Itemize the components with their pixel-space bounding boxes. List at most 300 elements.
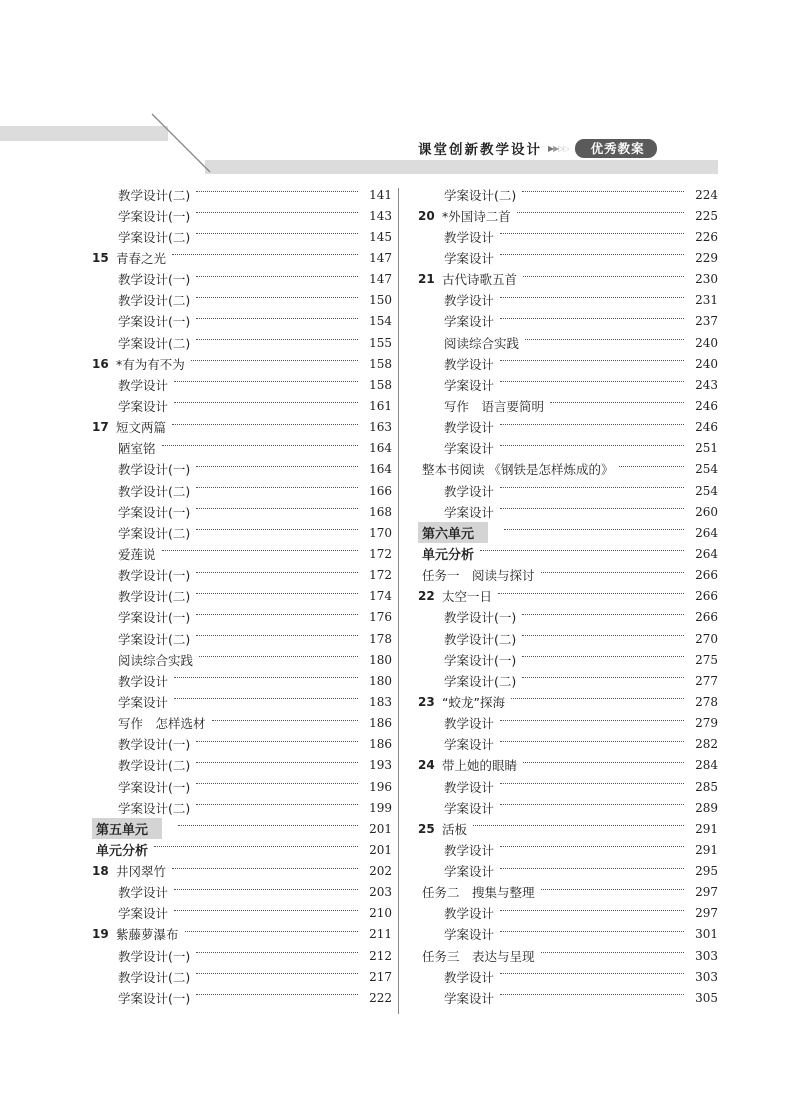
toc-entry-title: 学案设计(一) <box>118 504 191 520</box>
toc-entry-page: 295 <box>695 864 718 879</box>
toc-entry[interactable] <box>418 480 718 501</box>
toc-entry[interactable] <box>92 311 392 332</box>
dot-leader <box>500 741 684 742</box>
toc-entry-title: 第六单元 <box>418 522 488 543</box>
toc-entry-page: 147 <box>369 272 392 287</box>
toc-entry[interactable] <box>92 797 392 818</box>
toc-entry-title: 教学设计 <box>444 906 495 922</box>
toc-entry[interactable] <box>418 459 718 480</box>
toc-entry[interactable] <box>418 565 718 586</box>
toc-entry-title: 学案设计(一) <box>118 610 191 626</box>
toc-entry-title: *有为有不为 <box>116 356 185 372</box>
dot-leader <box>172 254 358 255</box>
dot-leader <box>196 212 358 213</box>
toc-entry[interactable] <box>92 861 392 882</box>
toc-entry[interactable] <box>92 374 392 395</box>
toc-entry-page: 154 <box>369 314 392 329</box>
toc-entry-title: 教学设计(一) <box>444 610 517 626</box>
toc-entry-page: 176 <box>369 610 392 625</box>
toc-entry-page: 270 <box>695 631 718 646</box>
dot-leader <box>174 698 358 699</box>
dot-leader <box>500 233 684 234</box>
toc-entry-title: 学案设计 <box>444 864 495 880</box>
dot-leader <box>196 572 358 573</box>
toc-entry-title: 教学设计(二) <box>118 589 191 605</box>
toc-entry-page: 284 <box>695 758 718 773</box>
toc-entry[interactable] <box>92 353 392 374</box>
toc-entry[interactable] <box>92 945 392 966</box>
dot-leader <box>500 868 684 869</box>
lesson-number: 24 <box>418 758 435 773</box>
toc-entry-page: 180 <box>369 673 392 688</box>
dot-leader <box>522 677 684 678</box>
toc-entry-title: 教学设计(一) <box>118 272 191 288</box>
header-band-lower <box>205 160 718 174</box>
toc-entry-title: 阅读综合实践 <box>444 335 520 351</box>
toc-entry-page: 202 <box>369 864 392 879</box>
dot-leader <box>185 931 358 932</box>
toc-entry[interactable] <box>418 522 718 543</box>
toc-entry-title: 学案设计(一) <box>118 314 191 330</box>
toc-entry[interactable] <box>92 713 392 734</box>
toc-entry[interactable] <box>92 332 392 353</box>
toc-entry-page: 260 <box>695 504 718 519</box>
toc-entry-title: 带上她的眼睛 <box>442 758 518 774</box>
toc-entry[interactable] <box>92 205 392 226</box>
toc-entry-title: 写作 语言要简明 <box>444 398 545 414</box>
dot-leader <box>500 804 684 805</box>
toc-entry-page: 211 <box>369 927 392 942</box>
toc-entry-page: 193 <box>369 758 392 773</box>
toc-entry-page: 266 <box>695 568 718 583</box>
toc-entry-title: 学案设计 <box>444 737 495 753</box>
dot-leader <box>522 635 684 636</box>
toc-entry-title: 学案设计(二) <box>118 229 191 245</box>
dot-leader <box>473 825 684 826</box>
toc-entry-page: 278 <box>695 694 718 709</box>
dot-leader <box>196 593 358 594</box>
toc-entry-page: 266 <box>695 610 718 625</box>
toc-entry-title: 教学设计 <box>118 377 169 393</box>
toc-entry-page: 174 <box>369 589 392 604</box>
toc-entry-page: 230 <box>695 272 718 287</box>
lesson-number: 15 <box>92 250 109 265</box>
toc-entry-page: 289 <box>695 800 718 815</box>
toc-entry[interactable] <box>92 987 392 1008</box>
toc-entry[interactable] <box>92 839 392 860</box>
toc-entry-page: 172 <box>369 568 392 583</box>
dot-leader <box>500 424 684 425</box>
dot-leader <box>500 445 684 446</box>
toc-entry-page: 264 <box>695 546 718 561</box>
toc-entry[interactable] <box>92 184 392 205</box>
toc-entry-page: 297 <box>695 906 718 921</box>
dot-leader <box>154 846 358 847</box>
toc-entry-title: 学案设计(二) <box>118 525 191 541</box>
dot-leader <box>523 276 684 277</box>
dot-leader <box>174 910 358 911</box>
toc-entry[interactable] <box>92 966 392 987</box>
dot-leader <box>196 529 358 530</box>
dot-leader <box>199 656 358 657</box>
toc-entry[interactable] <box>418 374 718 395</box>
toc-entry-page: 210 <box>369 906 392 921</box>
toc-entry[interactable] <box>418 882 718 903</box>
toc-entry[interactable] <box>418 311 718 332</box>
toc-entry-title: 任务一 阅读与探讨 <box>422 568 535 584</box>
toc-entry-title: 活板 <box>442 821 468 837</box>
toc-entry-title: 学案设计(一) <box>444 652 517 668</box>
toc-entry[interactable] <box>92 924 392 945</box>
toc-entry-title: 井冈翠竹 <box>116 864 167 880</box>
toc-entry-page: 303 <box>695 948 718 963</box>
toc-entry[interactable] <box>92 501 392 522</box>
toc-entry-page: 164 <box>369 441 392 456</box>
lesson-number: 25 <box>418 821 435 836</box>
toc-entry-title: 学案设计 <box>118 694 169 710</box>
dot-leader <box>500 318 684 319</box>
toc-entry[interactable] <box>418 184 718 205</box>
dot-leader <box>522 191 684 192</box>
toc-entry[interactable] <box>92 734 392 755</box>
lesson-number: 18 <box>92 864 109 879</box>
dot-leader <box>196 508 358 509</box>
toc-entry[interactable] <box>418 332 718 353</box>
toc-entry[interactable] <box>418 205 718 226</box>
toc-entry[interactable] <box>418 226 718 247</box>
toc-entry-page: 180 <box>369 652 392 667</box>
toc-entry[interactable] <box>92 649 392 670</box>
toc-entry[interactable] <box>418 903 718 924</box>
toc-entry-page: 158 <box>369 377 392 392</box>
toc-entry[interactable] <box>92 755 392 776</box>
dot-leader <box>522 656 684 657</box>
toc-entry-title: 教学设计(二) <box>118 758 191 774</box>
toc-entry[interactable] <box>418 290 718 311</box>
toc-entry-page: 201 <box>369 842 392 857</box>
toc-entry-title: 教学设计(二) <box>444 631 517 647</box>
toc-entry-title: 陋室铭 <box>118 441 156 457</box>
toc-entry-title: 太空一日 <box>442 589 493 605</box>
toc-entry[interactable] <box>418 818 718 839</box>
dot-leader <box>517 212 684 213</box>
toc-entry-page: 229 <box>695 250 718 265</box>
dot-leader <box>196 804 358 805</box>
dot-leader <box>500 973 684 974</box>
toc-entry[interactable] <box>92 543 392 564</box>
toc-entry-title: 单元分析 <box>96 844 149 860</box>
lesson-number: 20 <box>418 208 435 223</box>
lesson-number: 21 <box>418 272 435 287</box>
toc-entry[interactable] <box>418 501 718 522</box>
toc-entry-page: 303 <box>695 969 718 984</box>
dot-leader <box>480 550 684 551</box>
toc-entry[interactable] <box>92 691 392 712</box>
toc-entry-title: 学案设计 <box>444 250 495 266</box>
toc-entry[interactable] <box>418 966 718 987</box>
toc-entry-page: 222 <box>369 990 392 1005</box>
toc-entry-page: 264 <box>695 525 718 540</box>
dot-leader <box>196 466 358 467</box>
toc-entry-title: 教学设计(二) <box>118 293 191 309</box>
toc-entry-title: 教学设计 <box>118 885 169 901</box>
toc-entry-page: 166 <box>369 483 392 498</box>
dot-leader <box>196 191 358 192</box>
dot-leader <box>500 487 684 488</box>
toc-entry-title: 学案设计 <box>444 441 495 457</box>
toc-entry-title: 教学设计 <box>444 483 495 499</box>
toc-entry[interactable] <box>92 607 392 628</box>
dot-leader <box>196 973 358 974</box>
toc-entry[interactable] <box>418 839 718 860</box>
toc-entry-title: 学案设计 <box>444 800 495 816</box>
toc-entry[interactable] <box>418 353 718 374</box>
toc-entry-page: 147 <box>369 250 392 265</box>
dot-leader <box>212 720 358 721</box>
toc-entry-page: 186 <box>369 716 392 731</box>
toc-entry[interactable] <box>92 417 392 438</box>
toc-left-column <box>92 184 392 1008</box>
toc-entry[interactable] <box>418 924 718 945</box>
toc-entry-title: “蛟龙”探海 <box>442 694 505 710</box>
dot-leader <box>525 339 684 340</box>
dot-leader <box>196 741 358 742</box>
dot-leader <box>174 677 358 678</box>
toc-entry[interactable] <box>92 395 392 416</box>
toc-entry-page: 172 <box>369 546 392 561</box>
toc-entry[interactable] <box>418 861 718 882</box>
toc-entry-title: 学案设计 <box>444 927 495 943</box>
dot-leader <box>500 931 684 932</box>
toc-entry[interactable] <box>418 628 718 649</box>
dot-leader <box>523 762 684 763</box>
toc-entry[interactable] <box>418 670 718 691</box>
toc-entry-title: 教学设计 <box>444 356 495 372</box>
toc-entry[interactable] <box>92 438 392 459</box>
dot-leader <box>500 846 684 847</box>
toc-entry[interactable] <box>418 649 718 670</box>
toc-entry[interactable] <box>92 586 392 607</box>
dot-leader <box>196 339 358 340</box>
toc-entry[interactable] <box>92 522 392 543</box>
toc-entry[interactable] <box>418 269 718 290</box>
dot-leader <box>196 994 358 995</box>
toc-entry-page: 212 <box>369 948 392 963</box>
toc-entry-title: 教学设计 <box>444 969 495 985</box>
dot-leader <box>500 720 684 721</box>
toc-entry-title: 教学设计 <box>444 420 495 436</box>
dot-leader <box>196 318 358 319</box>
toc-entry[interactable] <box>418 543 718 564</box>
toc-entry[interactable] <box>92 818 392 839</box>
toc-entry-page: 196 <box>369 779 392 794</box>
toc-entry-page: 279 <box>695 716 718 731</box>
dot-leader <box>522 614 684 615</box>
toc-entry-title: 古代诗歌五首 <box>442 272 518 288</box>
toc-entry-title: 教学设计(二) <box>118 187 191 203</box>
toc-entry-title: 教学设计(一) <box>118 948 191 964</box>
dot-leader <box>172 868 358 869</box>
toc-entry-page: 254 <box>695 483 718 498</box>
toc-entry[interactable] <box>418 417 718 438</box>
toc-entry-title: 学案设计(二) <box>118 631 191 647</box>
toc-entry-page: 183 <box>369 694 392 709</box>
toc-entry[interactable] <box>92 459 392 480</box>
toc-entry-title: 教学设计 <box>444 842 495 858</box>
toc-entry-page: 226 <box>695 229 718 244</box>
toc-entry-page: 225 <box>695 208 718 223</box>
toc-entry-title: 任务二 搜集与整理 <box>422 885 535 901</box>
dot-leader <box>498 593 684 594</box>
page-header <box>418 138 657 158</box>
dot-leader <box>196 614 358 615</box>
toc-entry[interactable] <box>418 987 718 1008</box>
dot-leader <box>196 635 358 636</box>
toc-entry[interactable] <box>92 226 392 247</box>
toc-entry-title: 教学设计 <box>444 716 495 732</box>
toc-entry-page: 246 <box>695 420 718 435</box>
toc-entry[interactable] <box>418 438 718 459</box>
dot-leader <box>162 445 358 446</box>
toc-entry-page: 277 <box>695 673 718 688</box>
toc-entry-title: 学案设计(二) <box>444 187 517 203</box>
toc-entry-page: 282 <box>695 737 718 752</box>
toc-entry-page: 224 <box>695 187 718 202</box>
dot-leader <box>191 360 358 361</box>
arrow-icon: ▶▶▷▷ <box>548 143 569 153</box>
toc-entry[interactable] <box>418 607 718 628</box>
toc-entry[interactable] <box>92 628 392 649</box>
toc-entry-title: 学案设计(二) <box>118 335 191 351</box>
lesson-number: 23 <box>418 694 435 709</box>
toc-entry[interactable] <box>418 395 718 416</box>
dot-leader <box>196 276 358 277</box>
toc-entry[interactable] <box>418 586 718 607</box>
toc-entry[interactable] <box>418 247 718 268</box>
dot-leader <box>500 297 684 298</box>
toc-entry[interactable] <box>92 565 392 586</box>
toc-entry-page: 305 <box>695 990 718 1005</box>
toc-entry-page: 201 <box>369 821 392 836</box>
series-title: 课堂创新教学设计 <box>418 142 542 158</box>
toc-entry[interactable] <box>418 776 718 797</box>
toc-entry-title: 单元分析 <box>422 548 475 564</box>
toc-entry-page: 266 <box>695 589 718 604</box>
toc-entry[interactable] <box>418 945 718 966</box>
dot-leader <box>500 508 684 509</box>
toc-entry-title: 紫藤萝瀑布 <box>116 927 179 943</box>
toc-entry-title: 学案设计(二) <box>118 800 191 816</box>
toc-entry-title: 学案设计 <box>118 398 169 414</box>
toc-entry-page: 240 <box>695 335 718 350</box>
toc-entry-page: 178 <box>369 631 392 646</box>
toc-entry-page: 275 <box>695 652 718 667</box>
section-badge: 优秀教案 <box>575 139 657 158</box>
toc-entry[interactable] <box>92 290 392 311</box>
toc-entry-page: 158 <box>369 356 392 371</box>
toc-entry-page: 164 <box>369 462 392 477</box>
toc-entry-page: 170 <box>369 525 392 540</box>
toc-entry-title: 教学设计(一) <box>118 568 191 584</box>
toc-entry-title: 教学设计(二) <box>118 969 191 985</box>
toc-entry[interactable] <box>92 670 392 691</box>
toc-entry-page: 251 <box>695 441 718 456</box>
toc-entry-page: 145 <box>369 229 392 244</box>
dot-leader <box>500 381 684 382</box>
toc-entry-page: 199 <box>369 800 392 815</box>
toc-entry[interactable] <box>92 269 392 290</box>
dot-leader <box>500 783 684 784</box>
toc-entry-title: 学案设计 <box>444 504 495 520</box>
toc-right-column <box>418 184 718 1008</box>
toc-entry-title: 教学设计(一) <box>118 462 191 478</box>
dot-leader <box>162 550 358 551</box>
toc-entry-page: 141 <box>369 187 392 202</box>
lesson-number: 16 <box>92 356 109 371</box>
dot-leader <box>196 762 358 763</box>
toc-entry[interactable] <box>92 480 392 501</box>
toc-entry-title: 写作 怎样选材 <box>118 716 206 732</box>
toc-entry-page: 203 <box>369 885 392 900</box>
dot-leader <box>196 487 358 488</box>
toc-entry-page: 243 <box>695 377 718 392</box>
dot-leader <box>174 889 358 890</box>
dot-leader <box>196 952 358 953</box>
toc-entry-page: 254 <box>695 462 718 477</box>
toc-entry[interactable] <box>92 882 392 903</box>
dot-leader <box>500 360 684 361</box>
toc-entry-page: 291 <box>695 821 718 836</box>
dot-leader <box>541 572 684 573</box>
toc-entry-title: 教学设计 <box>118 673 169 689</box>
toc-entry-page: 246 <box>695 398 718 413</box>
toc-entry-title: 教学设计(一) <box>118 737 191 753</box>
toc-entry-page: 231 <box>695 293 718 308</box>
toc-entry-page: 285 <box>695 779 718 794</box>
toc-entry-page: 150 <box>369 293 392 308</box>
toc-entry-title: 青春之光 <box>116 250 167 266</box>
dot-leader <box>172 424 358 425</box>
toc-entry-page: 168 <box>369 504 392 519</box>
toc-entry-title: 爱莲说 <box>118 546 156 562</box>
toc-entry-title: 学案设计(一) <box>118 779 191 795</box>
header-diagonal-line <box>150 112 220 174</box>
toc-entry-title: 学案设计 <box>444 990 495 1006</box>
toc-entry[interactable] <box>418 797 718 818</box>
toc-entry-page: 143 <box>369 208 392 223</box>
dot-leader <box>196 233 358 234</box>
toc-entry[interactable] <box>92 903 392 924</box>
dot-leader <box>550 402 684 403</box>
toc-entry-title: 学案设计 <box>444 314 495 330</box>
toc-entry-title: 学案设计(一) <box>118 208 191 224</box>
dot-leader <box>511 698 684 699</box>
dot-leader <box>619 466 684 467</box>
toc-entry[interactable] <box>418 691 718 712</box>
toc-entry-title: 学案设计(二) <box>444 673 517 689</box>
toc-entry-title: 教学设计(二) <box>118 483 191 499</box>
toc-entry-title: 学案设计 <box>444 377 495 393</box>
toc-entry[interactable] <box>418 755 718 776</box>
toc-entry[interactable] <box>418 734 718 755</box>
toc-entry-page: 161 <box>369 398 392 413</box>
toc-entry-title: 教学设计 <box>444 779 495 795</box>
toc-entry[interactable] <box>92 776 392 797</box>
dot-leader <box>500 910 684 911</box>
toc-entry[interactable] <box>92 247 392 268</box>
toc-entry[interactable] <box>418 713 718 734</box>
dot-leader <box>196 297 358 298</box>
